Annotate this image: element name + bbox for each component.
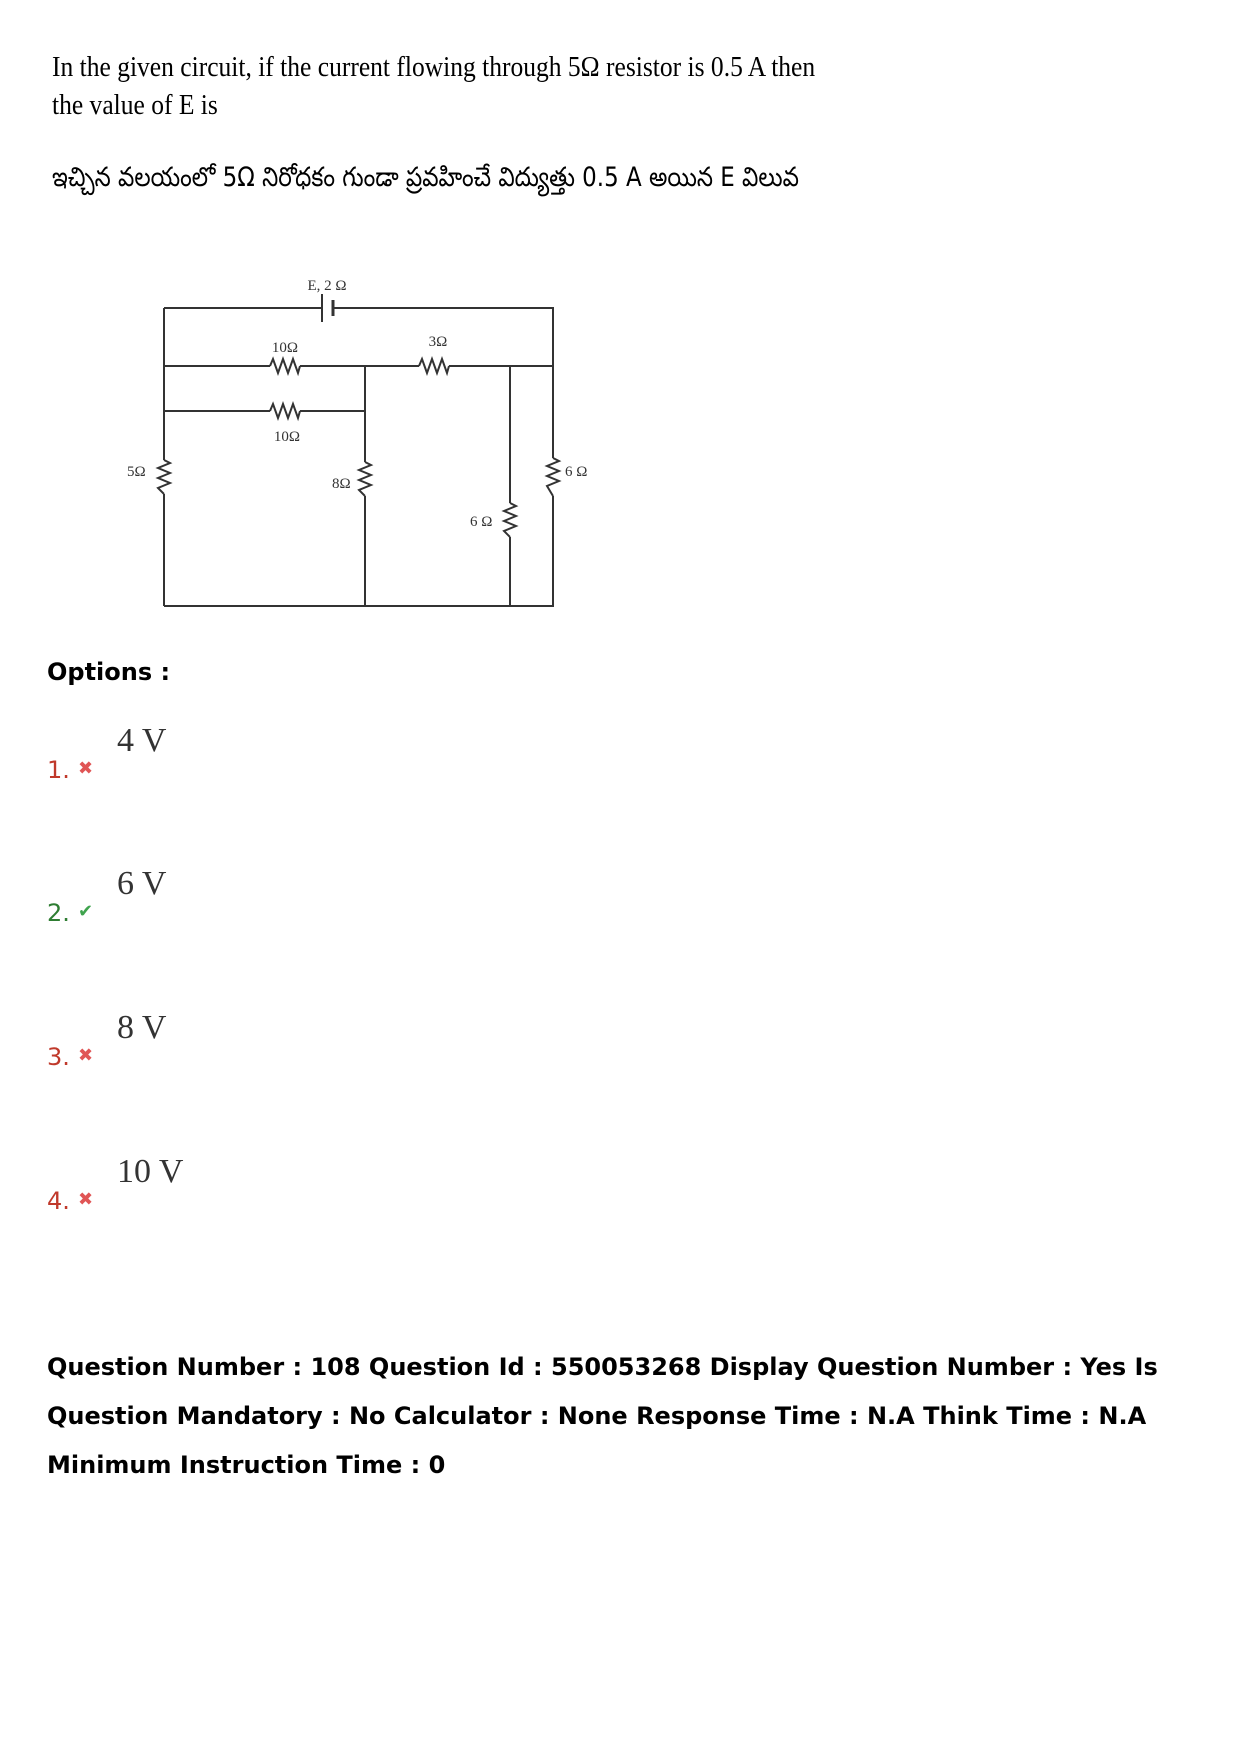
label-r6-inner: 6 Ω (470, 514, 493, 530)
label-r6-outer: 6 Ω (565, 464, 588, 480)
wire-bottom (164, 496, 553, 606)
resistor-6-inner (504, 503, 516, 537)
option-value: 10 V (117, 1153, 184, 1190)
options-label: Options : (47, 658, 171, 686)
option-number: 3. (47, 1043, 70, 1071)
label-r10-top: 10Ω (271, 340, 299, 356)
resistor-6-outer (547, 458, 559, 496)
resistor-10-top (270, 359, 300, 373)
label-r3: 3Ω (428, 334, 448, 350)
option-value: 6 V (117, 865, 167, 902)
question-text-telugu: ఇచ్చిన వలయంలో 5Ω నిరోధకం గుండా ప్రవహించే విద్యుత్తు 0.5 A అయిన E విలువ (52, 162, 799, 193)
cross-icon: ✖ (78, 1189, 94, 1210)
option-value: 8 V (117, 1009, 167, 1046)
option-number: 2. (47, 899, 70, 927)
option-number: 1. (47, 756, 70, 784)
option-number: 4. (47, 1187, 70, 1215)
cross-icon: ✖ (78, 1045, 94, 1066)
check-icon: ✔ (78, 901, 94, 922)
resistor-5 (158, 460, 170, 494)
resistor-10-bottom (270, 404, 300, 418)
label-r10-bottom: 10Ω (273, 429, 301, 445)
circuit-diagram (0, 0, 1240, 640)
question-metadata: Question Number : 108 Question Id : 550053268 Display Question Number : Yes Is Question Mandatory : No Calculator : None Response Time : N.A Think Time : N.A Minimum Instruction Time : 0 (47, 1353, 1158, 1479)
label-r5: 5Ω (127, 464, 146, 480)
option-value: 4 V (117, 722, 167, 759)
battery-label: E, 2 Ω (307, 278, 347, 294)
resistor-3 (419, 359, 449, 373)
question-text-english: In the given circuit, if the current flowing through 5Ω resistor is 0.5 A then the value of E is (52, 51, 816, 121)
resistor-8 (359, 462, 371, 496)
label-r8: 8Ω (332, 476, 351, 492)
cross-icon: ✖ (78, 758, 94, 779)
